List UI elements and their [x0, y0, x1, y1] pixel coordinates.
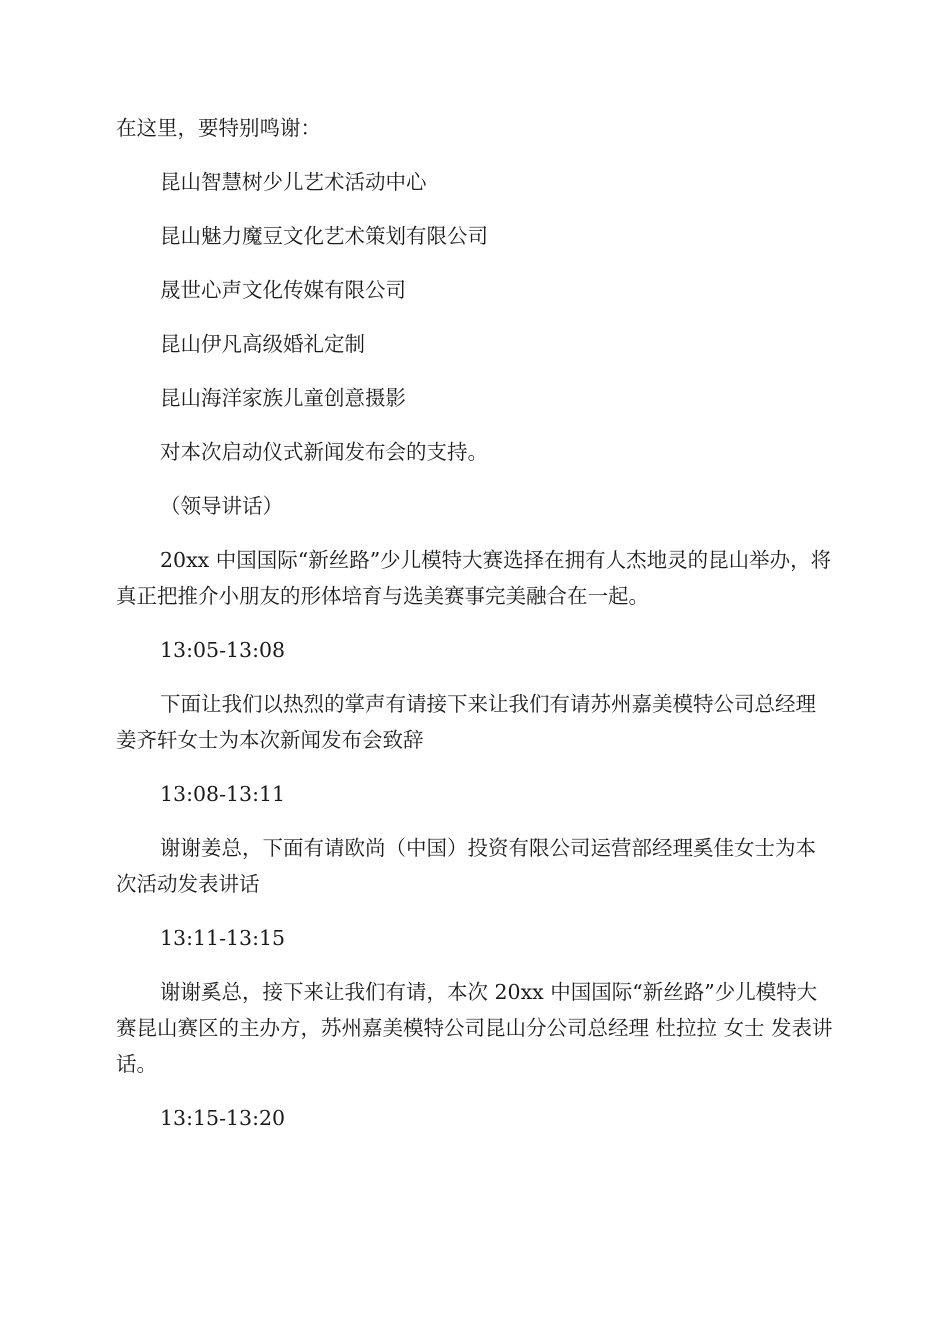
paragraph-time-3: 13:11-13:15	[160, 926, 286, 950]
document-body	[116, 110, 836, 1154]
paragraph-time-4: 13:15-13:20	[160, 1106, 286, 1130]
paragraph-speech-invite-3: 谢谢奚总，接下来让我们有请，本次 20xx 中国国际“新丝路”少儿模特大赛昆山赛区的主办方，苏州嘉美模特公司昆山分公司总经理 杜拉拉 女士 发表讲话。	[116, 980, 833, 1076]
paragraph-sponsor-2: 昆山魅力魔豆文化艺术策划有限公司	[160, 224, 488, 248]
paragraph-acknowledgement-intro: 在这里，要特别鸣谢：	[116, 116, 321, 140]
paragraph-sponsor-4: 昆山伊凡高级婚礼定制	[160, 332, 365, 356]
paragraph-time-2: 13:08-13:11	[160, 782, 286, 806]
paragraph-sponsor-1: 昆山智慧树少儿艺术活动中心	[160, 170, 427, 194]
paragraph-speech-invite-1: 下面让我们以热烈的掌声有请接下来让我们有请苏州嘉美模特公司总经理姜齐轩女士为本次新闻发布会致辞	[116, 692, 816, 752]
paragraph-sponsor-5: 昆山海洋家族儿童创意摄影	[160, 386, 406, 410]
paragraph-leader-speech: （领导讲话）	[160, 494, 283, 518]
paragraph-support-thanks: 对本次启动仪式新闻发布会的支持。	[160, 440, 488, 464]
paragraph-time-1: 13:05-13:08	[160, 638, 286, 662]
paragraph-speech-invite-2: 谢谢姜总，下面有请欧尚（中国）投资有限公司运营部经理奚佳女士为本次活动发表讲话	[116, 836, 816, 896]
paragraph-event-intro: 20xx 中国国际“新丝路”少儿模特大赛选择在拥有人杰地灵的昆山举办，将真正把推介小朋友的形体培育与选美赛事完美融合在一起。	[116, 548, 832, 608]
paragraph-sponsor-3: 晟世心声文化传媒有限公司	[160, 278, 406, 302]
